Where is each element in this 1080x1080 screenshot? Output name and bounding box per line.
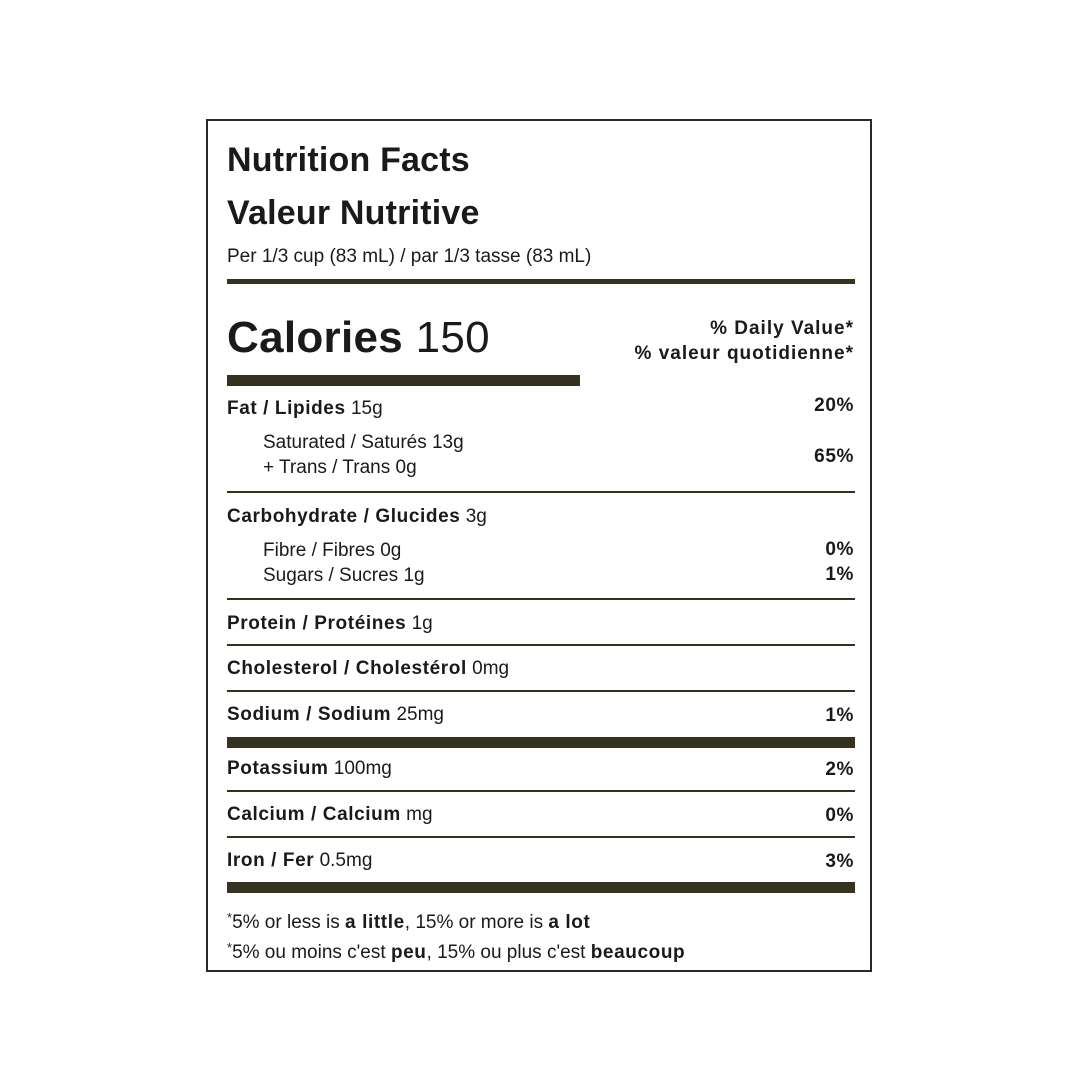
footnote (227, 905, 685, 965)
footnote-text: 5% ou moins c'est (232, 942, 391, 963)
divider-line (227, 790, 855, 792)
footnote-text: , 15% or more is (404, 912, 549, 933)
calories-value: 150 (415, 313, 490, 362)
thick-divider-rule (227, 882, 855, 893)
cholesterol-label: Cholesterol / Cholestérol (227, 658, 467, 679)
footnote-emphasis: a little (345, 912, 405, 933)
footnote-text: 5% or less is (232, 912, 346, 933)
trans-label: + Trans / Trans 0g (263, 457, 417, 478)
sodium-row (227, 704, 444, 726)
footnote-english (227, 905, 685, 935)
divider-line (227, 690, 855, 692)
fat-row (227, 398, 383, 420)
cholesterol-row (227, 658, 509, 680)
cholesterol-amount: 0mg (472, 658, 510, 679)
calories-line (227, 313, 490, 363)
protein-label: Protein / Protéines (227, 613, 407, 634)
divider-line (227, 491, 855, 493)
daily-value-header (635, 316, 854, 366)
fibre-dv: 0% (825, 539, 854, 560)
sodium-amount: 25mg (396, 704, 444, 725)
fat-label: Fat / Lipides (227, 398, 346, 419)
potassium-amount: 100mg (333, 758, 392, 779)
carbohydrate-label: Carbohydrate / Glucides (227, 506, 461, 527)
divider-line (227, 644, 855, 646)
divider-rule (227, 279, 855, 284)
iron-label: Iron / Fer (227, 850, 315, 871)
calories-rule (227, 375, 580, 386)
calories-label: Calories (227, 313, 404, 362)
thick-divider-rule (227, 737, 855, 748)
footnote-emphasis: beaucoup (590, 942, 686, 963)
footnote-french (227, 935, 685, 965)
protein-row (227, 613, 433, 635)
iron-amount: 0.5mg (319, 850, 373, 871)
footnote-star: * (227, 910, 233, 925)
divider-line (227, 836, 855, 838)
fibre-label: Fibre / Fibres 0g (263, 540, 402, 561)
saturated-label: Saturated / Saturés 13g (263, 432, 464, 453)
footnote-star: * (227, 940, 233, 955)
footnote-emphasis: a lot (548, 912, 591, 933)
fat-amount: 15g (350, 398, 383, 419)
calcium-dv: 0% (825, 805, 854, 826)
calcium-row (227, 804, 433, 826)
daily-value-header-en: % Daily Value* (710, 318, 854, 339)
sugars-dv: 1% (825, 564, 854, 585)
sugars-label: Sugars / Sucres 1g (263, 565, 425, 586)
serving-size: Per 1/3 cup (83 mL) / par 1/3 tasse (83 mL) (227, 246, 592, 267)
divider-line (227, 598, 855, 600)
footnote-text: , 15% ou plus c'est (426, 942, 591, 963)
title-french: Valeur Nutritive (227, 194, 480, 232)
carbohydrate-row (227, 506, 487, 528)
footnote-emphasis: peu (390, 942, 427, 963)
iron-dv: 3% (825, 851, 854, 872)
potassium-row (227, 758, 392, 780)
daily-value-header-fr: % valeur quotidienne* (634, 343, 854, 364)
iron-row (227, 850, 372, 872)
calcium-amount: mg (406, 804, 433, 825)
title-english: Nutrition Facts (227, 141, 470, 179)
protein-amount: 1g (411, 613, 433, 634)
saturated-dv: 65% (814, 446, 854, 467)
sodium-label: Sodium / Sodium (227, 704, 392, 725)
carbohydrate-amount: 3g (465, 506, 487, 527)
potassium-dv: 2% (825, 759, 854, 780)
potassium-label: Potassium (227, 758, 329, 779)
sodium-dv: 1% (825, 705, 854, 726)
saturated-trans-block (263, 430, 464, 480)
calcium-label: Calcium / Calcium (227, 804, 401, 825)
fat-dv: 20% (814, 395, 854, 416)
